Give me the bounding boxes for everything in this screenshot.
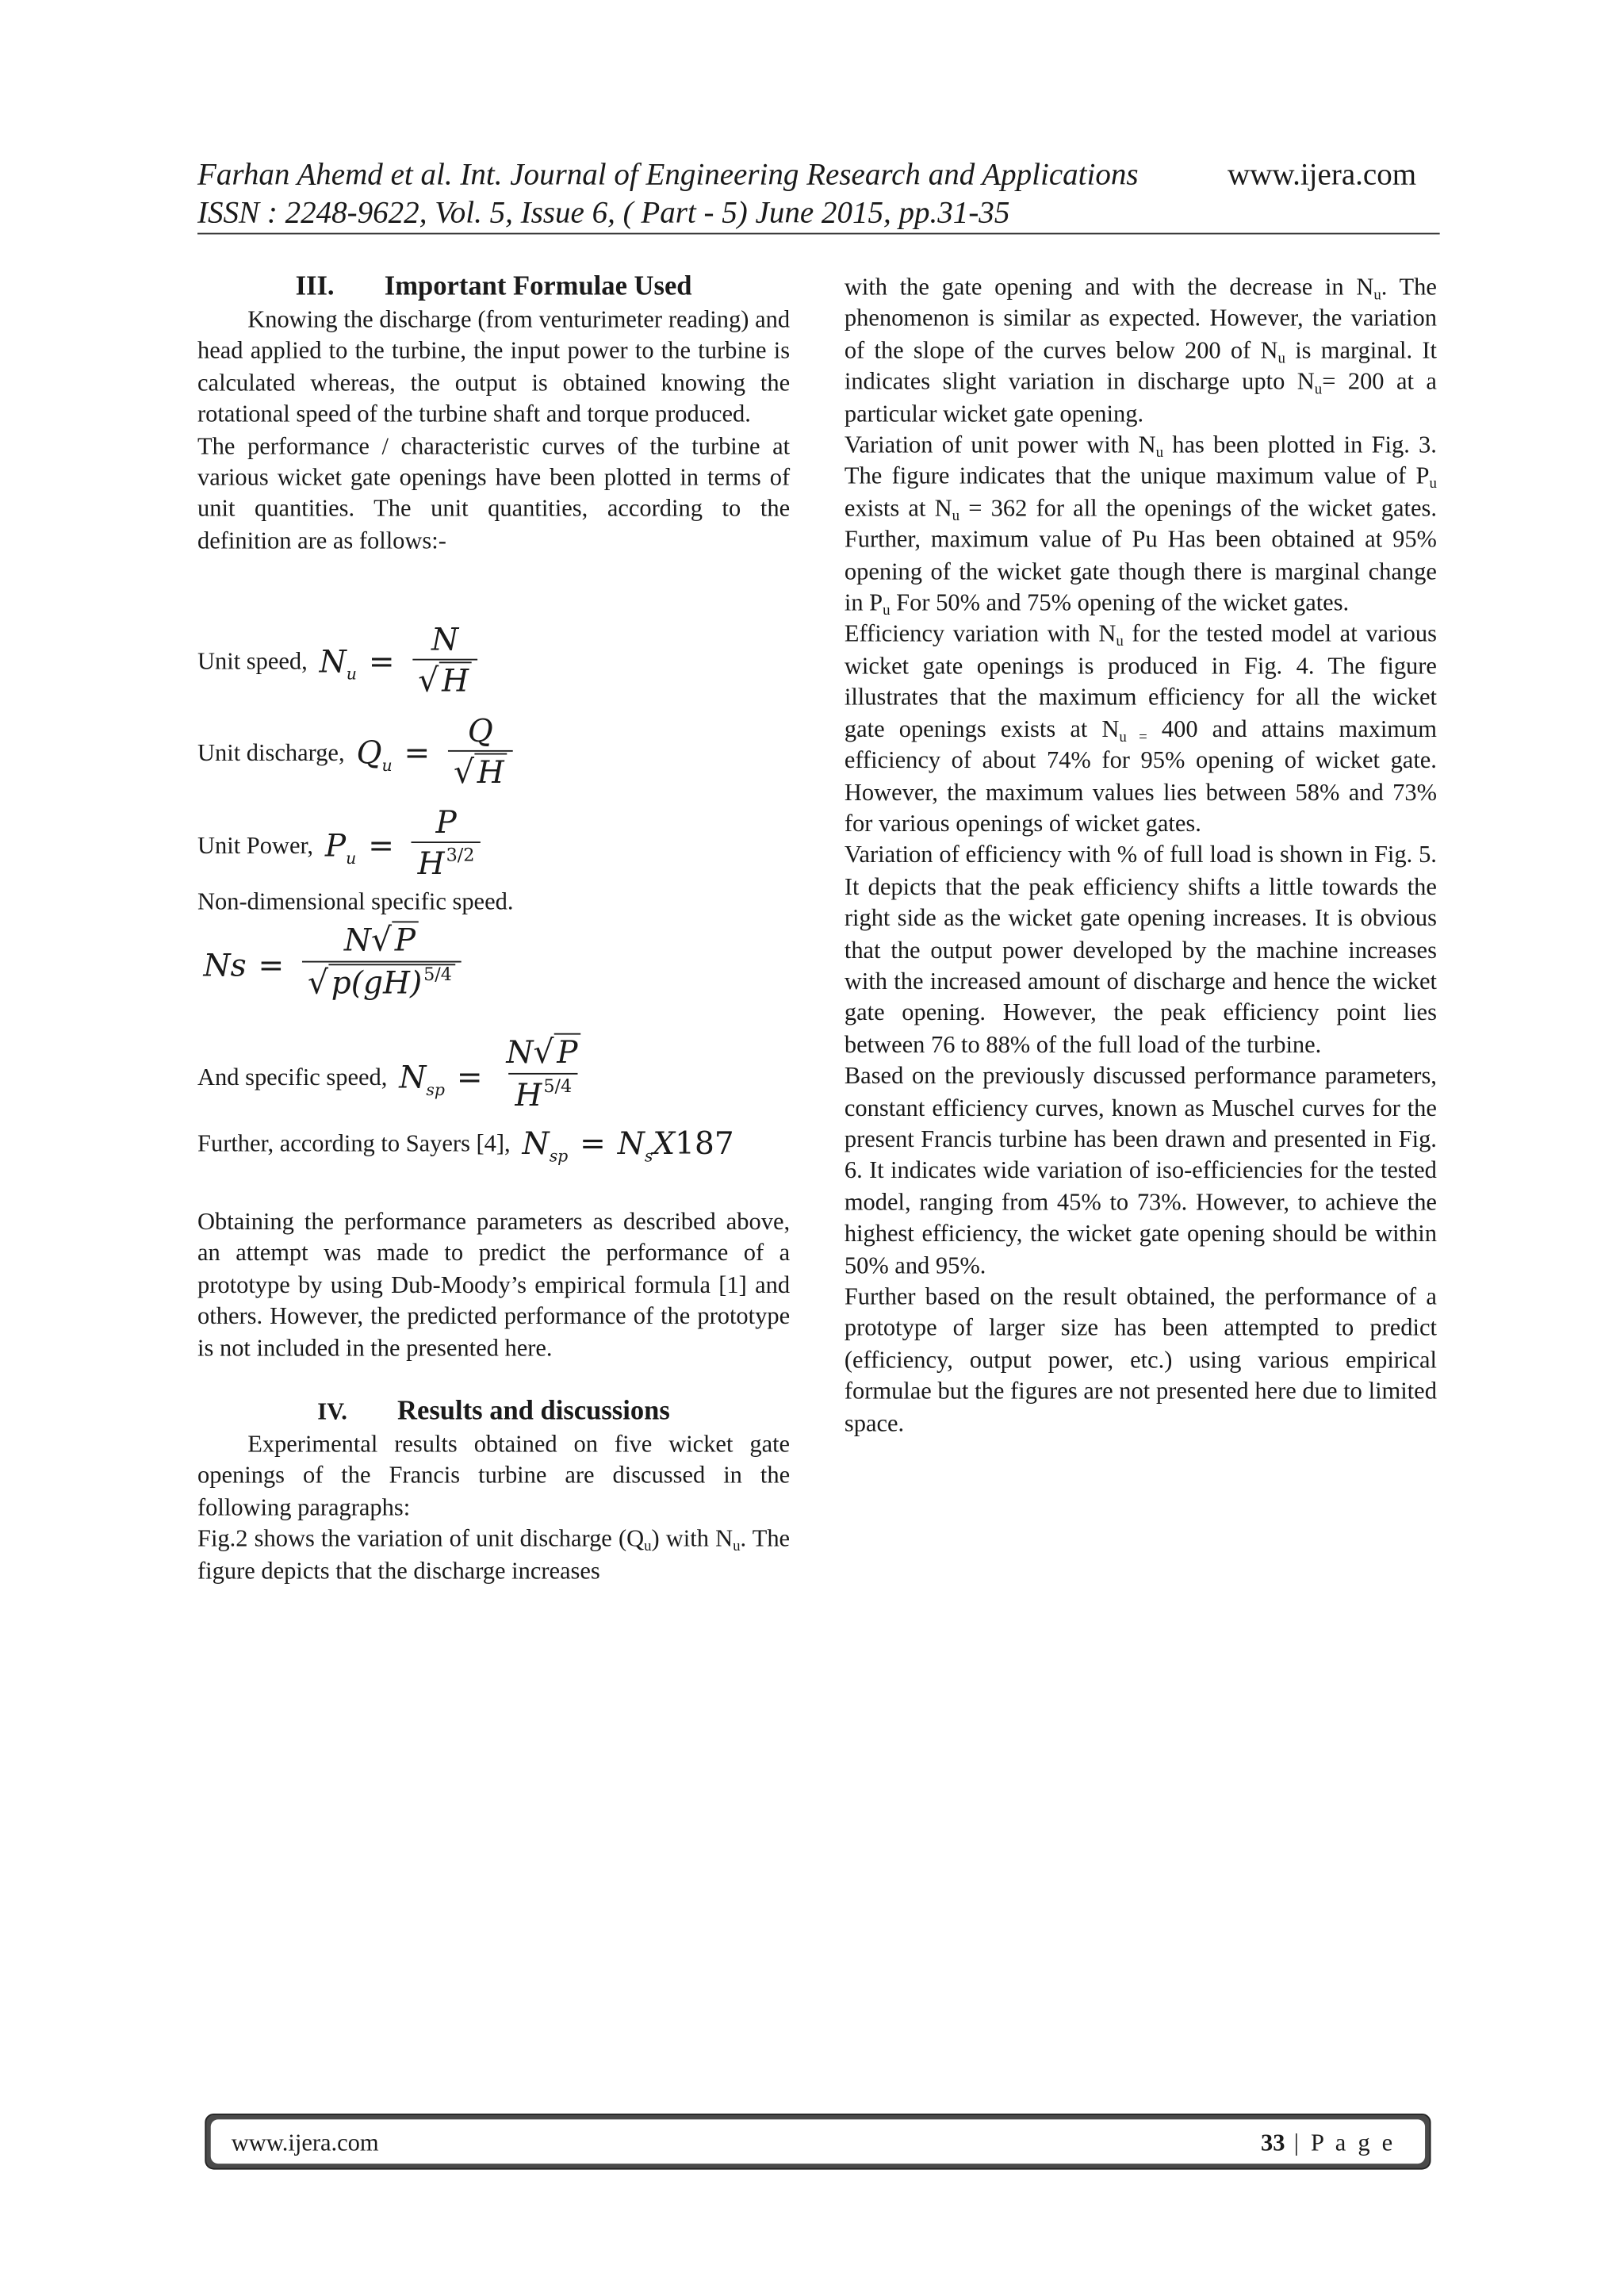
paragraph: The performance / characteristic curves of the turbine at various wicket gate openings have been plotted in terms of unit quantities. The unit quantities, according to the definition are as follows:- <box>197 431 791 554</box>
section-3-heading <box>197 271 790 304</box>
paragraph: Experimental results obtained on five wicket gate openings of the Francis turbine are discussed in the following paragraphs: <box>197 1429 791 1521</box>
page-label: | P a g e <box>1293 2128 1396 2156</box>
section-3-number: III. <box>295 270 335 302</box>
equation-specific-speed: And specific speed, $N_{sp}$ = $\frac{N√ P}{H ^{5/4}}$ <box>197 1035 592 1119</box>
paragraph: with the gate opening and with the decrease in $N_u$. The phenomenon is similar as expected. However, the variation of the slope of the curves below 200 of $N_u$ is marginal. It indicates slight variation in discharge upto $N_u= 200$ at a particular wicket gate opening. <box>844 272 1437 427</box>
equation-ns: Ns = $\frac{N√ P}{√ p(gH) ^{5/4}}$ <box>203 922 466 1006</box>
footer-page-number <box>1261 2129 1396 2158</box>
page-number: 33 <box>1260 2128 1285 2156</box>
equation-label: Further, according to Sayers [4], <box>197 1129 511 1157</box>
journal-url[interactable]: www.ijera.com <box>1228 155 1417 192</box>
equation-label: Unit Power, <box>197 831 314 860</box>
left-column-top <box>197 271 790 556</box>
section-4-heading <box>197 1396 790 1428</box>
paragraph: Further based on the result obtained, the performance of a prototype of larger size has been attempted to predict (efficiency, output power, etc.) using various empirical formulae but the figures are not presented here due to limited space. <box>844 1282 1437 1437</box>
paragraph: Efficiency variation with $N_u$ for the tested model at various wicket gate openings is produced in Fig. 4. The figure illustrates that the maximum efficiency for all the wicket gate openings exists at $N_{u =}$ 400 and attains maximum efficiency of about 74% for 95% opening of wicket gate. However, the maximum values lies between 58% and 73% for various openings of wicket gates. <box>844 619 1437 838</box>
left-column-bottom <box>197 1205 790 1586</box>
paragraph: Fig.2 shows the variation of unit discharge $(Q_u)$ with $N_u$. The figure depicts that the discharge increases <box>197 1524 791 1585</box>
equation-label: Unit speed, <box>197 646 308 676</box>
equation-label: Unit discharge, <box>197 738 345 767</box>
equation-unit-power: Unit Power, $P_u$ = $\frac{P}{H ^{3/2}}$ <box>197 805 486 887</box>
section-4-title: Results and discussions <box>397 1395 670 1427</box>
section-3-title: Important Formulae Used <box>384 270 692 302</box>
nondimensional-label <box>197 887 513 917</box>
paragraph: Knowing the discharge (from venturimeter reading) and head applied to the turbine, the input power to the turbine is calculated whereas, the output is obtained knowing the rotational speed of the turbine shaft and torque produced. <box>197 305 791 428</box>
journal-citation-line: Farhan Ahemd et al. Int. Journal of Engineering Research and Applications <box>197 155 1139 192</box>
footer-inner <box>211 2119 1425 2164</box>
section-4-number: IV. <box>317 1397 347 1426</box>
right-column <box>845 271 1437 1439</box>
page-footer <box>205 2114 1431 2170</box>
equation-unit-discharge: Unit discharge, $Q_u$ = $\frac{Q}{√ H}$ <box>197 713 519 792</box>
footer-url[interactable]: www.ijera.com <box>231 2128 379 2156</box>
paragraph: Obtaining the performance parameters as described above, an attempt was made to predict the performance of a prototype by using Dub-Moody’s empirical formula [1] and others. However, the predicted performance of the prototype is not included in the presented here. <box>197 1207 791 1362</box>
equation-label: And specific speed, <box>197 1061 388 1091</box>
issn-line: ISSN : 2248-9622, Vol. 5, Issue 6, ( Part - 5) June 2015, pp.31-35 <box>197 194 1010 230</box>
header-rule <box>197 233 1440 235</box>
paragraph: Variation of unit power with $N_u$ has been plotted in Fig. 3. The figure indicates that the unique maximum value of $P_u$ exists at $N_u = 362$ for all the openings of the wicket gates. Further, maximum value of Pu Has been obtained at 95% opening of the wicket gate though there is marginal change in $P_u$ For 50% and 75% opening of the wicket gates. <box>844 430 1437 619</box>
paragraph: Based on the previously discussed performance parameters, constant efficiency curves, known as Muschel curves for the present Francis turbine has been drawn and presented in Fig. 6. It indicates wide variation of iso-efficiencies for the tested model, ranging from 45% to 73%. However, to achieve the highest efficiency, the wicket gate opening should be within 50% and 95%. <box>844 1061 1437 1279</box>
equation-sayers: Further, according to Sayers [4], $N_{sp}$ = $N_sX187$ <box>197 1125 734 1166</box>
equation-unit-speed: Unit speed, $N_u$ = $\frac{N}{√ H}$ <box>197 622 484 701</box>
paragraph: Variation of efficiency with % of full load is shown in Fig. 5. It depicts that the peak efficiency shifts a little towards the right side as the wicket gate opening increases. It is obvious that the output power developed by the machine increases with the increased amount of discharge and hence the wicket gate opening. However, the peak efficiency point lies between 76 to 88% of the full load of the turbine. <box>844 840 1437 1058</box>
equation-label: Non-dimensional specific speed. <box>197 887 514 916</box>
